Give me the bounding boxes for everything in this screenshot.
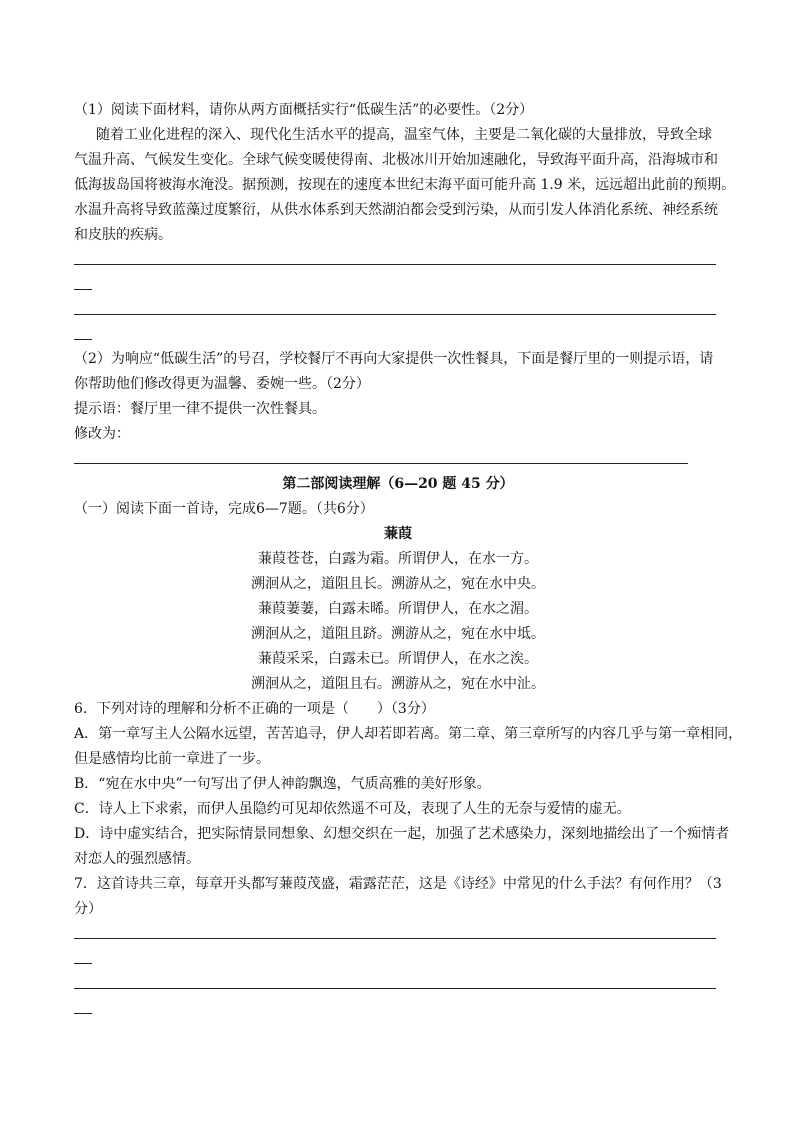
poem-line-4: 溯洄从之，道阻且跻。溯游从之，宛在水中坻。 <box>251 626 545 642</box>
poem-title: 蒹葭 <box>384 526 412 542</box>
poem-line-5: 蒹葭采采，白露未已。所谓伊人，在水之涘。 <box>258 651 538 667</box>
q2-notice: 提示语：餐厅里一律不提供一次性餐具。 <box>74 401 326 417</box>
section2-part1: （一）阅读下面一首诗，完成6—7题。（共6分） <box>74 501 374 517</box>
q7-stem-line-1: 7．这首诗共三章，每章开头都写蒹葭茂盛，霜露茫茫，这是《诗经》中常见的什么手法？有何作用？（3 <box>74 876 722 892</box>
q2-answer-line[interactable] <box>74 463 688 464</box>
q1-passage-line-3: 低海拔岛国将被海水淹没。据预测，按现在的速度本世纪末海平面可能升高 1.9 米，远远超出此前的预期。 <box>74 177 736 193</box>
q1-passage-line-4: 水温升高将导致蓝藻过度繁衍，从供水体系到天然湖泊都会受到污染，从而引发人体消化系统、神经系统 <box>74 202 718 218</box>
q2-prompt-line-1: （2）为响应“低碳生活”的号召，学校餐厅不再向大家提供一次性餐具，下面是餐厅里的一则提示语，请 <box>74 351 714 367</box>
q7-answer-line-1-tail <box>74 963 92 964</box>
q7-answer-line-2-tail <box>74 1013 92 1014</box>
q1-answer-line-2-tail <box>74 339 92 340</box>
q1-answer-line-1-tail <box>74 289 92 290</box>
poem-line-1: 蒹葭苍苍，白露为霜。所谓伊人，在水一方。 <box>258 551 538 567</box>
q1-passage-line-5: 和皮肤的疾病。 <box>74 227 172 243</box>
q1-answer-line-1[interactable] <box>74 264 716 265</box>
poem-line-2: 溯洄从之，道阻且长。溯游从之，宛在水中央。 <box>251 576 545 592</box>
poem-line-3: 蒹葭萋萋，白露未晞。所谓伊人，在水之湄。 <box>258 601 538 617</box>
q7-stem-line-2: 分） <box>74 901 102 917</box>
poem-line-6: 溯洄从之，道阻且右。溯游从之，宛在水中沚。 <box>251 676 545 692</box>
q6-option-a-line-1: A．第一章写主人公隔水远望，苦苦追寻，伊人却若即若离。第二章、第三章所写的内容几乎与第一章相同， <box>74 726 743 742</box>
q6-option-b: B．“宛在水中央”一句写出了伊人神韵飘逸，气质高雅的美好形象。 <box>74 776 491 792</box>
q6-option-a-line-2: 但是感情均比前一章进了一步。 <box>74 751 270 767</box>
q7-answer-line-1[interactable] <box>74 938 716 939</box>
section2-title: 第二部阅读理解（6—20 题 45 分） <box>282 476 514 492</box>
q1-prompt: （1）阅读下面材料，请你从两方面概括实行“低碳生活”的必要性。（2分） <box>74 102 534 118</box>
q6-option-c: C．诗人上下求索，而伊人虽隐约可见却依然遥不可及，表现了人生的无奈与爱情的虚无。 <box>74 801 631 817</box>
q1-passage-line-1: 随着工业化进程的深入、现代化生活水平的提高，温室气体，主要是二氧化碳的大量排放，导致全球 <box>96 127 712 143</box>
q7-answer-line-2[interactable] <box>74 988 716 989</box>
q6-stem: 6．下列对诗的理解和分析不正确的一项是（ ）（3分） <box>74 701 435 717</box>
q1-answer-line-2[interactable] <box>74 314 716 315</box>
q2-revise-label: 修改为： <box>74 426 130 442</box>
q6-option-d-line-1: D．诗中虚实结合，把实际情景同想象、幻想交织在一起，加强了艺术感染力，深刻地描绘出了一个痴情者 <box>74 826 730 842</box>
q1-passage-line-2: 气温升高、气候发生变化。全球气候变暖使得南、北极冰川开始加速融化，导致海平面升高，沿海城市和 <box>74 152 718 168</box>
q6-option-d-line-2: 对恋人的强烈感情。 <box>74 851 200 867</box>
q2-prompt-line-2: 你帮助他们修改得更为温馨、委婉一些。（2分） <box>74 376 370 392</box>
